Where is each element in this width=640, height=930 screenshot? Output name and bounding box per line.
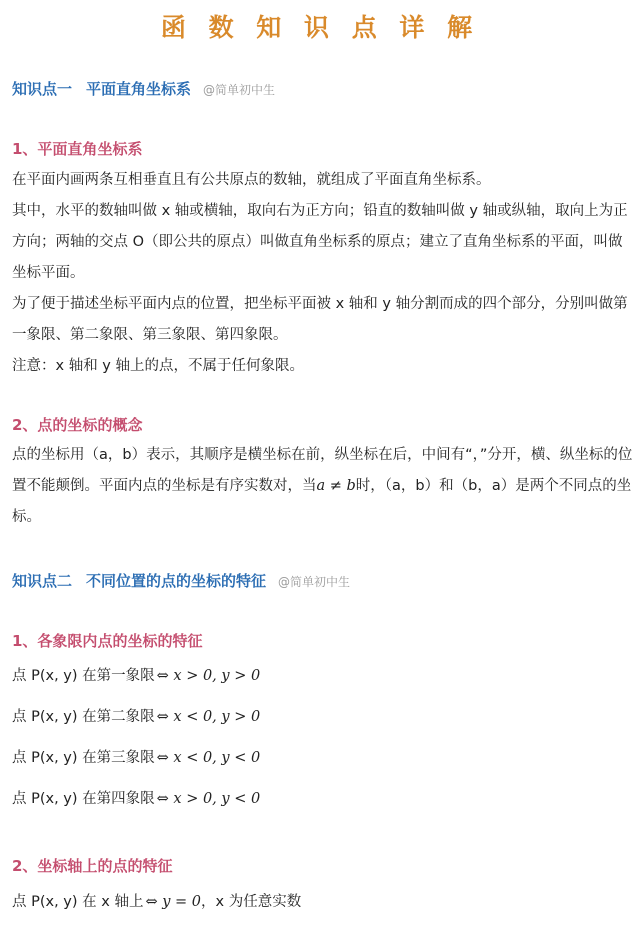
quadrant-4-text: 点 P(x, y) 在第四象限 xyxy=(12,791,155,807)
kp2-heading: 不同位置的点的坐标的特征 xyxy=(86,572,267,590)
x-axis-tail: ，x 为任意实数 xyxy=(201,894,302,910)
quadrant-1-text: 点 P(x, y) 在第一象限 xyxy=(12,668,155,684)
quadrant-1-condition xyxy=(12,664,260,685)
x-axis-condition xyxy=(12,890,301,911)
s2-math-inequality: a ≠ b xyxy=(316,478,356,494)
s1-paragraph-3: 为了便于描述坐标平面内点的位置，把坐标平面被 x 轴和 y 轴分割而成的四个部分，分别叫做第一象限、第二象限、第三象限、第四象限。 xyxy=(12,296,628,343)
quadrant-2-condition xyxy=(12,705,260,726)
section-3-heading: 1、各象限内点的坐标的特征 xyxy=(12,632,203,650)
kp1-heading: 平面直角坐标系 xyxy=(86,80,192,98)
knowledge-point-2-header xyxy=(12,570,350,591)
s2-text-a: 点的坐标用（a，b）表示，其顺序是横坐标在前，纵坐标在后，中间有“，”分开，横、纵坐标的位置不能颠倒。平面内点的坐标是有序实数对，当 xyxy=(12,447,633,494)
kp1-label: 知识点一 xyxy=(12,80,73,98)
section-2-body xyxy=(12,440,634,533)
kp2-label: 知识点二 xyxy=(12,572,73,590)
s1-paragraph-2: 其中，水平的数轴叫做 x 轴或横轴，取向右为正方向；铅直的数轴叫做 y 轴或纵轴，取向上为正方向；两轴的交点 O（即公共的原点）叫做直角坐标系的原点；建立了直角坐标系的平面，叫做坐标平面。 xyxy=(12,203,628,281)
kp1-source: @简单初中生 xyxy=(203,83,276,97)
section-1-heading: 1、平面直角坐标系 xyxy=(12,140,143,158)
quadrant-2-text: 点 P(x, y) 在第二象限 xyxy=(12,709,155,725)
x-axis-expr: ⇔ y = 0 xyxy=(145,894,202,910)
section-4-heading: 2、坐标轴上的点的特征 xyxy=(12,857,173,875)
quadrant-1-expr: ⇔ x > 0, y > 0 xyxy=(156,668,261,684)
knowledge-point-1-header xyxy=(12,78,275,99)
quadrant-3-text: 点 P(x, y) 在第三象限 xyxy=(12,750,155,766)
quadrant-4-condition xyxy=(12,787,260,808)
quadrant-3-condition xyxy=(12,746,260,767)
kp2-source: @简单初中生 xyxy=(278,575,351,589)
quadrant-3-expr: ⇔ x < 0, y < 0 xyxy=(156,750,261,766)
x-axis-text: 点 P(x, y) 在 x 轴上 xyxy=(12,894,144,910)
page-title: 函 数 知 识 点 详 解 xyxy=(160,13,480,42)
s1-paragraph-4: 注意：x 轴和 y 轴上的点，不属于任何象限。 xyxy=(12,358,304,374)
quadrant-2-expr: ⇔ x < 0, y > 0 xyxy=(156,709,261,725)
section-2-heading: 2、点的坐标的概念 xyxy=(12,416,143,434)
s2-text-b: 时，（a，b）和（b，a）是两个不同点的坐标。 xyxy=(12,478,632,525)
s2-paragraph-1 xyxy=(12,440,634,533)
s1-paragraph-1: 在平面内画两条互相垂直且有公共原点的数轴，就组成了平面直角坐标系。 xyxy=(12,172,491,188)
section-1-body xyxy=(12,165,634,382)
quadrant-4-expr: ⇔ x > 0, y < 0 xyxy=(156,791,261,807)
